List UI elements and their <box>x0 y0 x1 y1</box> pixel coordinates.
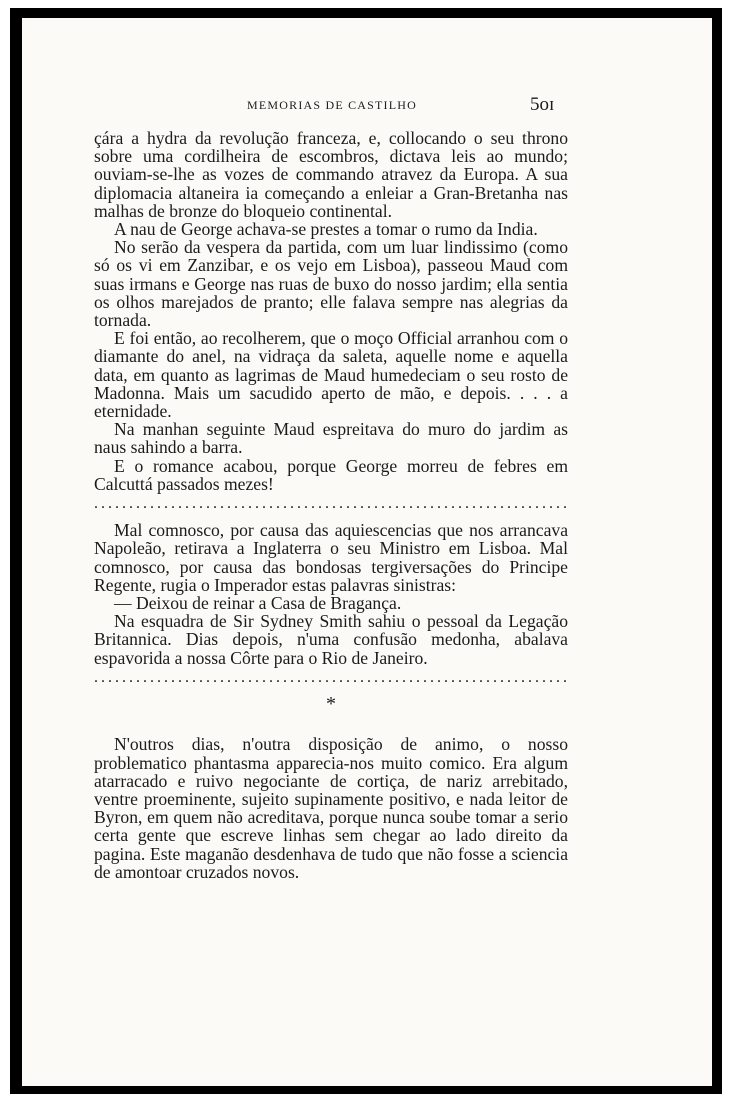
paragraph-9: Na esquadra de Sir Sydney Smith sahiu o pessoal da Legação Britannica. Dias depois, n'uma confusão medonha, abalava espavorida a nossa Côrte para o Rio de Janeiro. <box>94 611 568 668</box>
paragraph-5: Na manhan seguinte Maud espreitava do muro do jardim as naus sahindo a barra. <box>94 419 568 458</box>
paragraph-8: — Deixou de reinar a Casa de Bragança. <box>114 593 402 614</box>
running-title: MEMORIAS DE CASTILHO <box>247 98 418 112</box>
paragraph-1: çára a hydra da revolução franceza, e, collocando o seu throno sobre uma cordilheira de escombros, dictava leis ao mundo; ouviam-se-lhe as vozes de commando atravez da Europa. A sua diplomacia altaneira ia começando a enleiar a Gran-Bretanha nas malhas de bronze do bloqueio continental. <box>94 128 568 221</box>
page-header <box>22 94 712 118</box>
asterism: * <box>326 693 336 716</box>
ellipsis-divider <box>94 495 568 513</box>
body-text <box>94 129 568 881</box>
ellipsis-divider <box>94 669 568 687</box>
book-page <box>22 18 712 1086</box>
page-number: 5oɪ <box>530 94 555 115</box>
paragraph-3: No serão da vespera da partida, com um luar lindissimo (como só os vi em Zanzibar, e os vejo em Lisboa), passeou Maud com suas irmans e George nas ruas de buxo do nosso jardim; ella sentia os olhos marejados de pranto; elle falava sempre nas alegrias da tornada. <box>94 237 568 331</box>
paragraph-7: Mal comnosco, por causa das aquiescencias que nos arrancava Napoleão, retirava a Inglaterra o seu Ministro em Lisboa. Mal comnosco, por causa das bondosas tergiversações do Principe Regente, rugia o Imperador estas palavras sinistras: <box>94 520 568 595</box>
paragraph-10: N'outros dias, n'outra disposição de animo, o nosso problematico phantasma apparecia-nos muito comico. Era algum atarracado e ruivo negociante de cortiça, de nariz arrebitado, ventre proeminente, sujeito supinamente positivo, e nada leitor de Byron, em quem não acreditava, porque nunca soube tomar a serio certa gente que escreve linhas sem chegar ao lado direito da pagina. Este maganão desdenhava de tudo que não fosse a sciencia de amontoar cruzados novos. <box>94 734 568 882</box>
paragraph-6: E o romance acabou, porque George morreu de febres em Calcuttá passados mezes! <box>94 455 568 494</box>
paragraph-4: E foi então, ao recolherem, que o moço Official arranhou com o diamante do anel, na vidraça da saleta, aquelle nome e aquella data, em quanto as lagrimas de Maud humedeciam o seu rosto de Madonna. Mais um sacudido aperto de mão, e depois. . . . a eternidade. <box>94 328 568 422</box>
paragraph-2: A nau de George achava-se prestes a tomar o rumo da India. <box>114 219 538 240</box>
